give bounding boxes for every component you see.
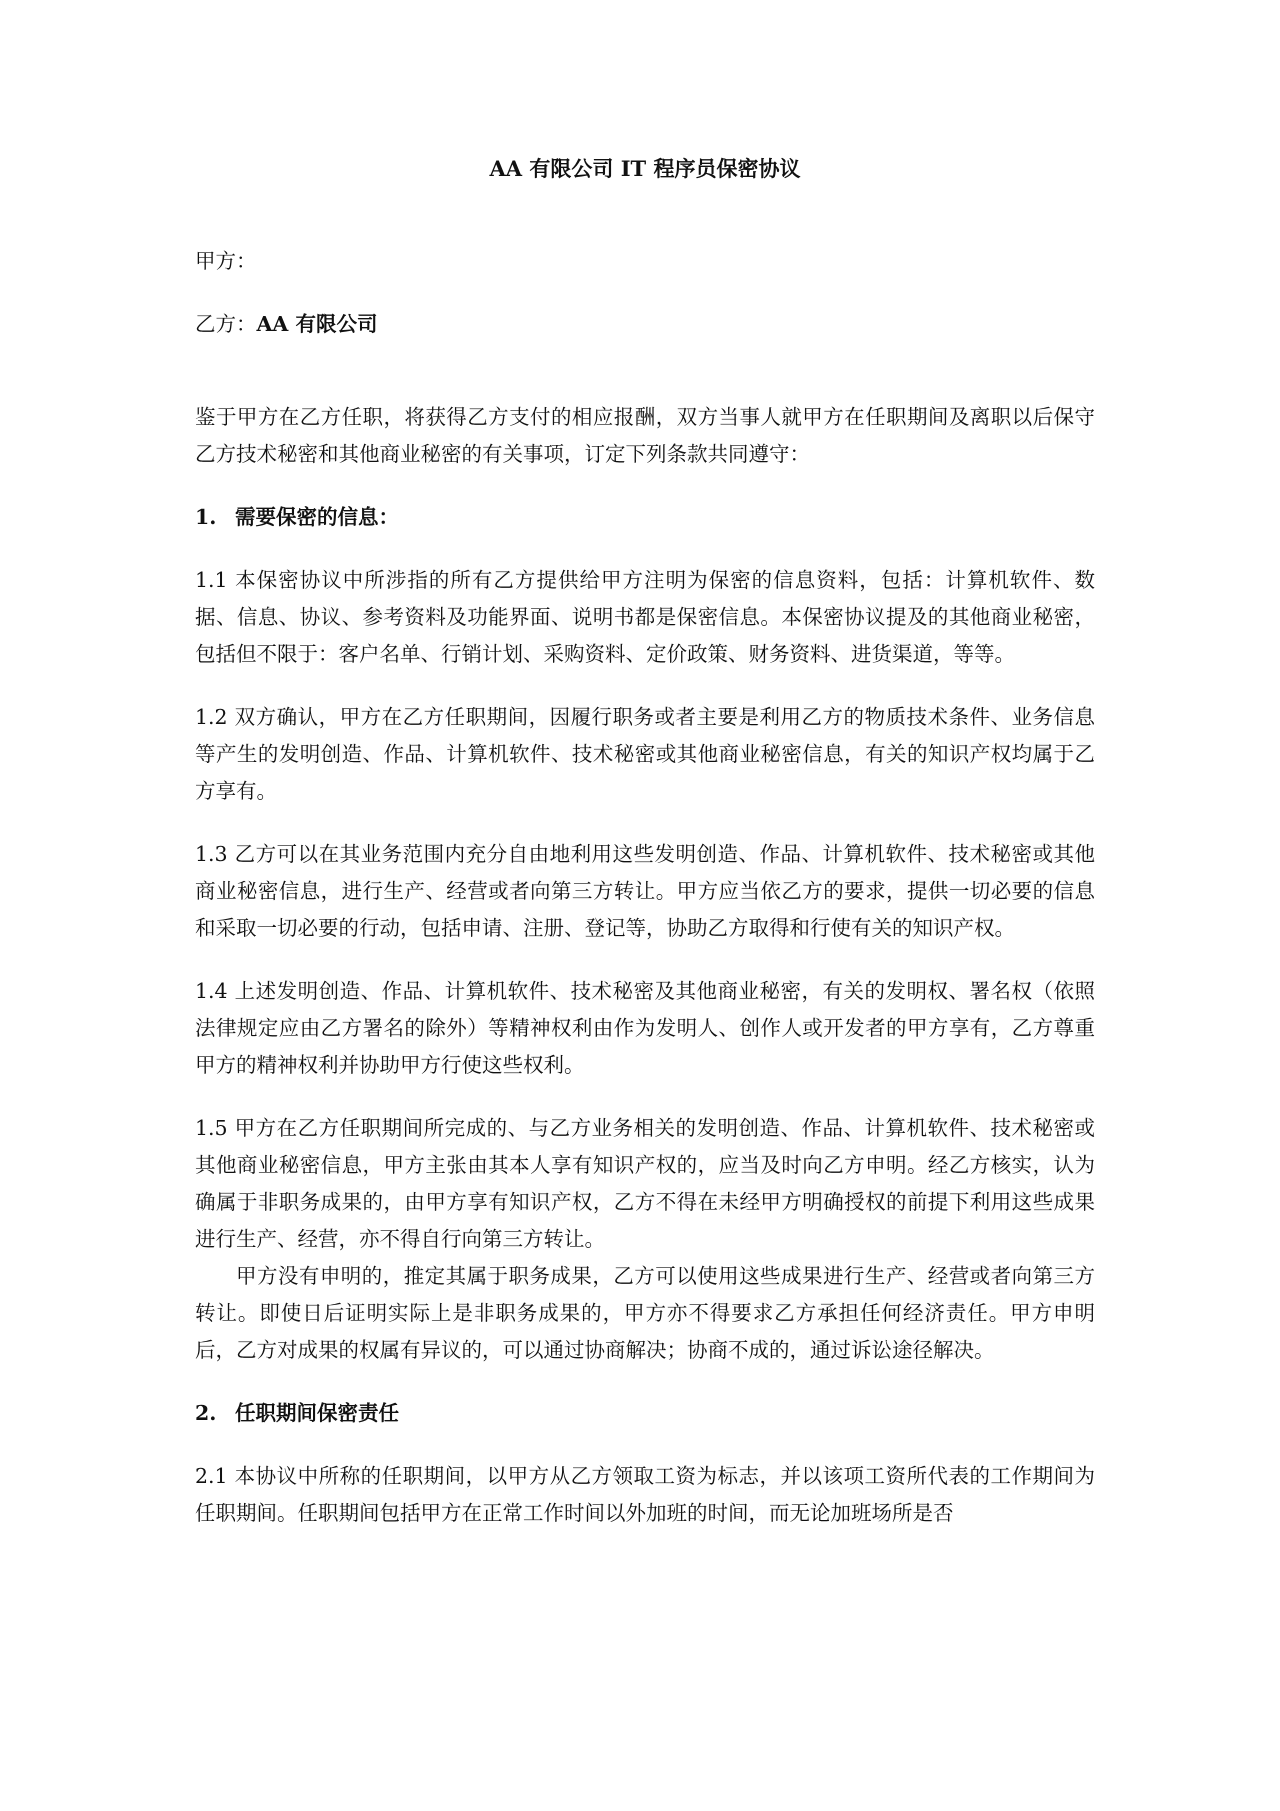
clause-1-5-continued: 甲方没有申明的，推定其属于职务成果，乙方可以使用这些成果进行生产、经营或者向第三方转让。即使日后证明实际上是非职务成果的，甲方亦不得要求乙方承担任何经济责任。甲方申明后，乙方对成果的权属有异议的，可以通过协商解决；协商不成的，通过诉讼途径解决。 bbox=[195, 1264, 1095, 1362]
intro-paragraph: 鉴于甲方在乙方任职，将获得乙方支付的相应报酬，双方当事人就甲方在任职期间及离职以后保守乙方技术秘密和其他商业秘密的有关事项，订定下列条款共同遵守： bbox=[195, 405, 1095, 466]
party-a-line bbox=[195, 243, 1095, 280]
section-2-title: 任职期间保密责任 bbox=[235, 1401, 399, 1425]
section-1-number: 1. bbox=[195, 505, 217, 529]
section-2-number: 2. bbox=[195, 1401, 217, 1425]
party-b-line bbox=[195, 306, 1095, 343]
clause-2-1: 2.1 本协议中所称的任职期间，以甲方从乙方领取工资为标志，并以该项工资所代表的工作期间为任职期间。任职期间包括甲方在正常工作时间以外加班的时间，而无论加班场所是否 bbox=[195, 1464, 1095, 1525]
document-body bbox=[195, 150, 1095, 1558]
party-a-label: 甲方： bbox=[195, 249, 257, 273]
clause-1-2: 1.2 双方确认，甲方在乙方任职期间，因履行职务或者主要是利用乙方的物质技术条件、业务信息等产生的发明创造、作品、计算机软件、技术秘密或其他商业秘密信息，有关的知识产权均属于乙方享有。 bbox=[195, 705, 1095, 803]
section-1-heading bbox=[195, 499, 1095, 536]
clause-1-5: 1.5 甲方在乙方任职期间所完成的、与乙方业务相关的发明创造、作品、计算机软件、技术秘密或其他商业秘密信息，甲方主张由其本人享有知识产权的，应当及时向乙方申明。经乙方核实，认为确属于非职务成果的，由甲方享有知识产权，乙方不得在未经甲方明确授权的前提下利用这些成果进行生产、经营，亦不得自行向第三方转让。 bbox=[195, 1116, 1095, 1251]
clause-1-3: 1.3 乙方可以在其业务范围内充分自由地利用这些发明创造、作品、计算机软件、技术秘密或其他商业秘密信息，进行生产、经营或者向第三方转让。甲方应当依乙方的要求，提供一切必要的信息和采取一切必要的行动，包括申请、注册、登记等，协助乙方取得和行使有关的知识产权。 bbox=[195, 842, 1095, 940]
clause-1-1: 1.1 本保密协议中所涉指的所有乙方提供给甲方注明为保密的信息资料，包括：计算机软件、数据、信息、协议、参考资料及功能界面、说明书都是保密信息。本保密协议提及的其他商业秘密，包括但不限于：客户名单、行销计划、采购资料、定价政策、财务资料、进货渠道，等等。 bbox=[195, 568, 1095, 666]
party-b-label: 乙方： bbox=[195, 312, 257, 336]
clause-1-4: 1.4 上述发明创造、作品、计算机软件、技术秘密及其他商业秘密，有关的发明权、署名权（依照法律规定应由乙方署名的除外）等精神权利由作为发明人、创作人或开发者的甲方享有，乙方尊重甲方的精神权利并协助甲方行使这些权利。 bbox=[195, 979, 1095, 1077]
party-b-name: AA 有限公司 bbox=[256, 312, 378, 336]
section-2-heading bbox=[195, 1395, 1095, 1432]
document-title: AA 有限公司 IT 程序员保密协议 bbox=[489, 156, 801, 181]
section-1-title: 需要保密的信息： bbox=[235, 505, 399, 529]
